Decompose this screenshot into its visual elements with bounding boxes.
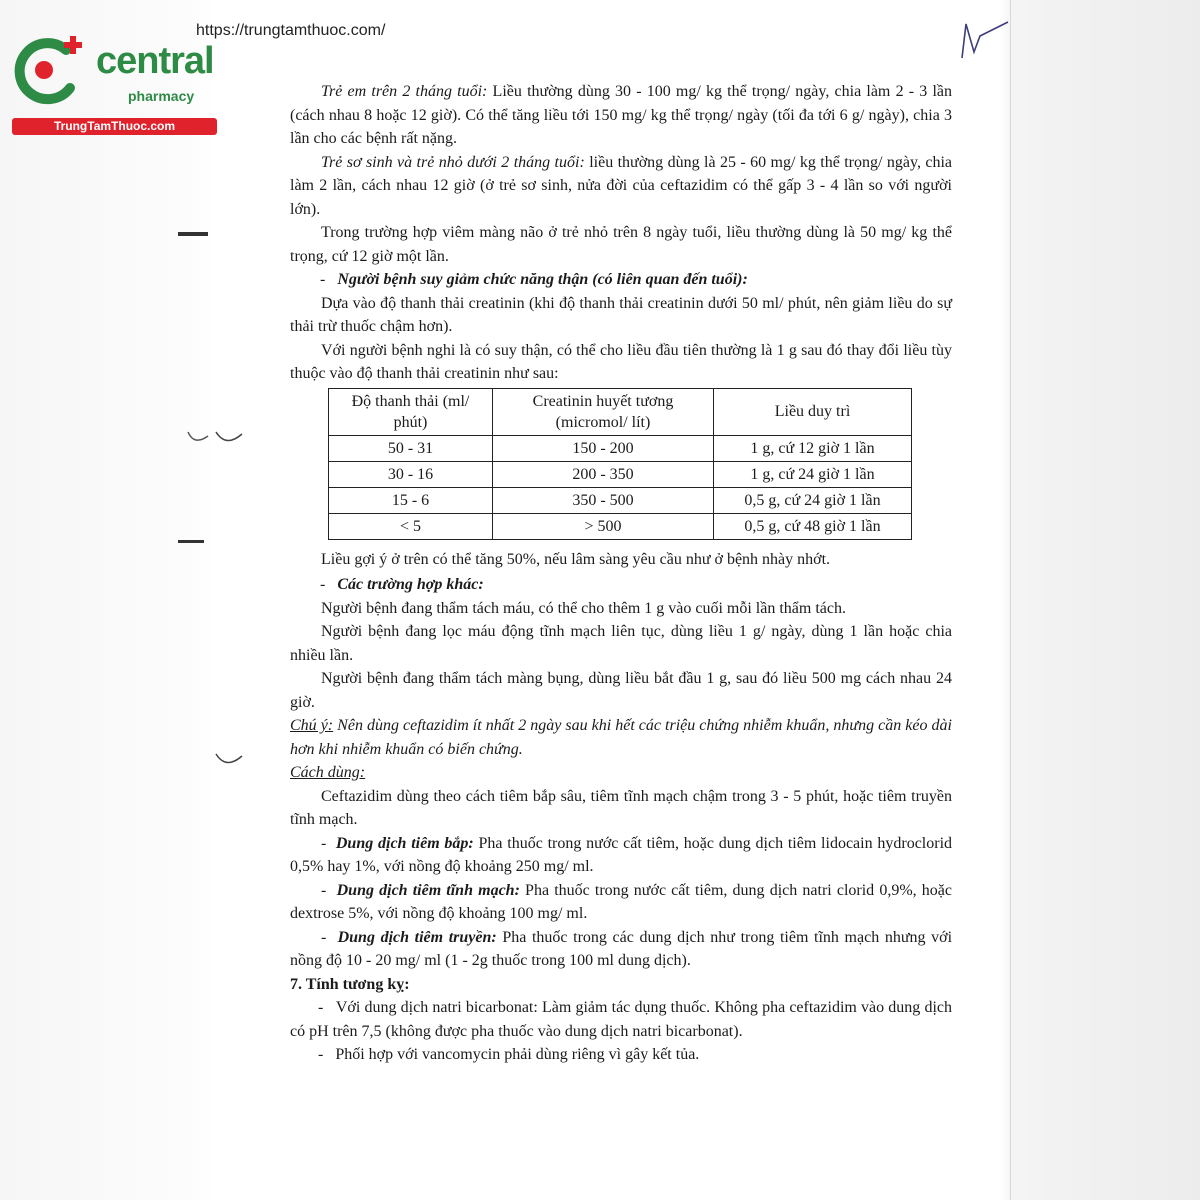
table-cell: 350 - 500 (493, 487, 714, 513)
renal-paragraph-2: Với người bệnh nghi là có suy thận, có thể cho liều đầu tiên thường là 1 g sau đó thay đổi liều tùy thuộc vào độ thanh thải creatinin như sau: (290, 341, 952, 382)
logo-c-mark-icon (8, 36, 88, 106)
table-cell: > 500 (493, 513, 714, 539)
table-cell: 1 g, cứ 24 giờ 1 lần (714, 461, 912, 487)
page-edge (1010, 0, 1011, 1200)
table-cell: 1 g, cứ 12 giờ 1 lần (714, 435, 912, 461)
logo-subtitle: pharmacy (128, 88, 195, 104)
renal-dose-table (328, 388, 912, 540)
table-cell: 150 - 200 (493, 435, 714, 461)
incompatibility-vancomycin: - Phối hợp với vancomycin phải dùng riêng vì gây kết tủa. (318, 1046, 700, 1063)
peritoneal-dialysis-paragraph: Người bệnh đang thẩm tách màng bụng, dùng liều bắt đầu 1 g, sau đó liều 500 mg cách nhau 24 giờ. (290, 670, 952, 711)
iv-solution-paragraph: - Dung dịch tiêm tĩnh mạch: Pha thuốc trong nước cất tiêm, dung dịch natri clorid 0,9%, hoặc dextrose 5%, với nồng độ khoảng 100 mg/ ml. (290, 881, 953, 922)
dosage-children-paragraph: Trẻ em trên 2 tháng tuổi: Liều thường dùng 30 - 100 mg/ kg thể trọng/ ngày, chia làm 2 - 3 lần (cách nhau 8 hoặc 12 giờ). Có thể tăng liều tới 150 mg/ kg thể trọng/ ngày (tối đa tới 6 g/ ngày), chia 3 lần cho các bệnh rất nặng. (290, 83, 952, 147)
renal-paragraph-1: Dựa vào độ thanh thải creatinin (khi độ thanh thải creatinin dưới 50 ml/ phút, nên giảm liều do sự thải trừ thuốc chậm hơn). (290, 294, 952, 335)
logo-site-banner: TrungTamThuoc.com (12, 118, 217, 135)
hemodialysis-paragraph: Người bệnh đang thẩm tách máu, có thể cho thêm 1 g vào cuối mỗi lần thẩm tách. (321, 599, 846, 617)
punch-hole-marks (172, 220, 212, 640)
table-row (329, 435, 912, 461)
punch-curves (210, 420, 250, 780)
central-pharmacy-logo[interactable] (8, 36, 218, 136)
table-row (329, 461, 912, 487)
im-solution-paragraph: - Dung dịch tiêm bắp: Pha thuốc trong nước cất tiêm, hoặc dung dịch tiêm lidocain hydroclorid 0,5% hay 1%, với nồng độ khoảng 250 mg/ ml. (290, 834, 953, 875)
hemofiltration-paragraph: Người bệnh đang lọc máu động tĩnh mạch liên tục, dùng liều 1 g/ ngày, dùng 1 lần hoặc chia nhiều lần. (290, 623, 952, 664)
table-row (329, 513, 912, 539)
meningitis-paragraph: Trong trường hợp viêm màng não ở trẻ nhỏ trên 8 ngày tuổi, liều thường dùng là 50 mg/ kg thể trọng, cứ 12 giờ một lần. (290, 224, 952, 265)
table-cell: 0,5 g, cứ 48 giờ 1 lần (714, 513, 912, 539)
table-header-row (329, 388, 912, 435)
document-body (290, 80, 952, 1067)
table-cell: 200 - 350 (493, 461, 714, 487)
table-header-cell: Liều duy trì (714, 388, 912, 435)
table-cell: 0,5 g, cứ 24 giờ 1 lần (714, 487, 912, 513)
table-cell: < 5 (329, 513, 493, 539)
table-cell: 30 - 16 (329, 461, 493, 487)
logo-wordmark: central (96, 40, 214, 82)
infusion-solution-paragraph: - Dung dịch tiêm truyền: Pha thuốc trong các dung dịch như trong tiêm tĩnh mạch nhưng với nồng độ 10 - 20 mg/ ml (1 - 2g thuốc trong 100 ml dung dịch). (290, 928, 953, 969)
renal-heading: - Người bệnh suy giảm chức năng thận (có liên quan đến tuổi): (320, 271, 748, 288)
table-header-cell: Creatinin huyết tương (micromol/ lít) (493, 388, 714, 435)
table-row (329, 487, 912, 513)
site-url[interactable]: https://trungtamthuoc.com/ (196, 22, 386, 39)
dosage-neonates-paragraph: Trẻ sơ sinh và trẻ nhỏ dưới 2 tháng tuổi: liều thường dùng là 25 - 60 mg/ kg thể trọng/ ngày, chia làm 2 lần, cách nhau 12 giờ (ở trẻ sơ sinh, nửa đời của ceftazidim có thể gấp 3 - 4 lần so với người lớn). (290, 153, 953, 218)
note-paragraph: Chú ý: Nên dùng ceftazidim ít nhất 2 ngày sau khi hết các triệu chứng nhiễm khuẩn, nhưng cần kéo dài hơn khi nhiễm khuẩn có biến chứng. (290, 717, 952, 758)
section-7-heading: 7. Tính tương kỵ: (290, 975, 410, 993)
handwritten-mark (950, 18, 1020, 78)
dose-increase-note: Liều gợi ý ở trên có thể tăng 50%, nếu lâm sàng yêu cầu như ở bệnh nhày nhớt. (321, 550, 831, 568)
usage-heading: Cách dùng: (290, 764, 366, 781)
table-header-cell: Độ thanh thải (ml/ phút) (329, 388, 493, 435)
usage-paragraph: Ceftazidim dùng theo cách tiêm bắp sâu, tiêm tĩnh mạch chậm trong 3 - 5 phút, hoặc tiêm truyền tĩnh mạch. (290, 787, 952, 828)
table-cell: 50 - 31 (329, 435, 493, 461)
other-cases-heading: - Các trường hợp khác: (320, 576, 484, 593)
table-cell: 15 - 6 (329, 487, 493, 513)
incompatibility-bicarbonate: - Với dung dịch natri bicarbonat: Làm giảm tác dụng thuốc. Không pha ceftazidim vào dung dịch có pH trên 7,5 (không được pha thuốc vào dung dịch natri bicarbonat). (290, 999, 953, 1040)
